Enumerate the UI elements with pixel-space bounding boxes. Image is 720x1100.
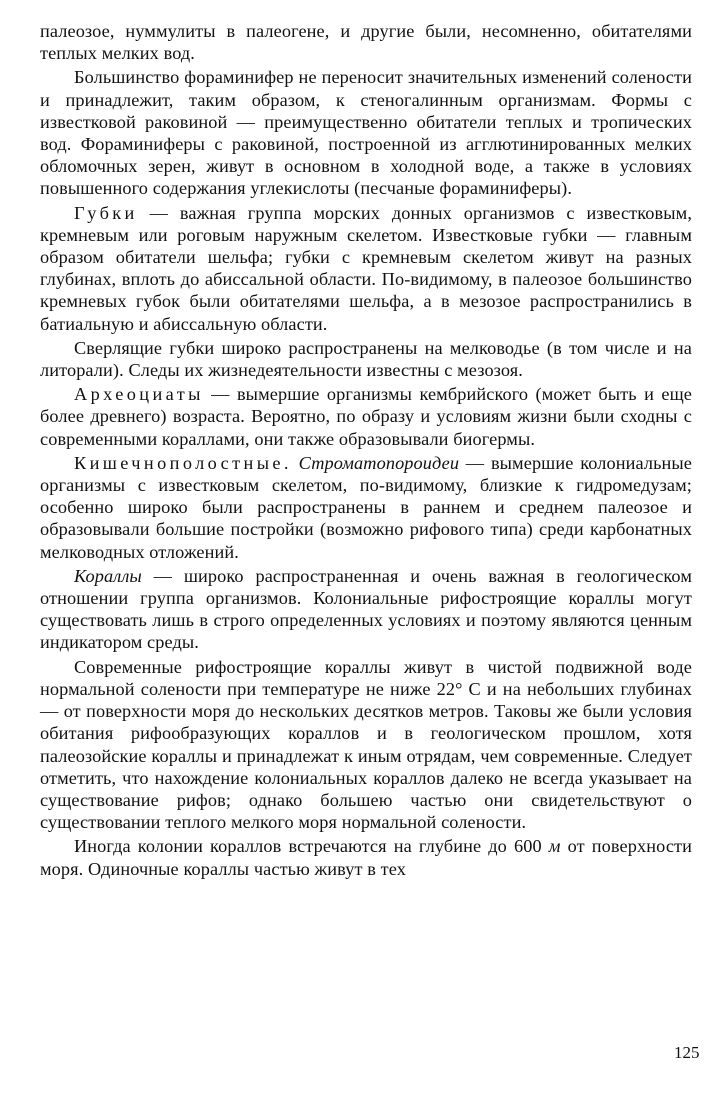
paragraph-text: — важная группа морских донных организмов с известковым, кремневым или роговым наружным скелетом. Известковые губки — главным образом обитатели шельфа; губки с кремневым скелетом живут на разных глубинах, вплоть до абиссальной области. По-видимому, в палеозое большинство кремневых губок были обитателями шельфа, а в мезозое распространились в батиальную и абиссальную области. <box>40 202 692 334</box>
paragraph-text: Сверлящие губки широко распространены на мелководье (в том числе и на литорали). Следы их жизнедеятельности известны с мезозоя. <box>40 337 692 381</box>
paragraph-text: Иногда колонии кораллов встречаются на глубине до 600 <box>74 836 549 857</box>
paragraph-boring-sponges <box>40 337 692 381</box>
body-text <box>40 20 692 882</box>
paragraph-text: Большинство фораминифер не переносит значительных изменений солености и принадлежит, таким образом, к стеногалинным организмам. Формы с известковой раковиной — преимущественно обитатели теплых и тропических вод. Фораминиферы с раковиной, построенной из агглютинированных мелких обломочных зерен, живут в основном в холодной воде, а также в условиях повышенного содержания углекислоты (песчаные фораминиферы). <box>40 67 692 199</box>
paragraph-text: Современные рифостроящие кораллы живут в чистой подвижной воде нормальной солености при температуре не ниже 22° С и на небольших глубинах — от поверхности моря до нескольких десятков метров. Таковы же были условия обитания рифообразующих кораллов и в геологическом прошлом, хотя палеозойские кораллы и принадлежат к иным отрядам, чем современные. Следует отметить, что нахождение колониальных кораллов далеко не всегда указывает на существование рифов; однако большею частью они свидетельствуют о существовании теплого мелкого моря нормальной солености. <box>40 656 692 833</box>
paragraph-sponges <box>40 202 692 335</box>
paragraph-corals <box>40 565 692 654</box>
paragraph-text: — широко распространенная и очень важная в геологическом отношении группа организмов. Колониальные рифостроящие кораллы могут существовать лишь в строго определенных условиях и поэтому являются ценным индикатором среды. <box>40 565 692 653</box>
term-archaeocyatha: Археоциаты <box>74 384 204 405</box>
term-sponges: Губки <box>74 202 138 223</box>
paragraph-archaeocyatha <box>40 383 692 450</box>
page-number: 125 <box>674 1043 700 1062</box>
term-stromatoporoids: Строматопороидеи <box>298 452 460 473</box>
paragraph-text: — вымершие организмы кембрийского (может быть и еще более древнего) возраста. Вероятно, по образу и условиям жизни были сходны с современными кораллами, они также образовывали биогермы. <box>40 384 692 449</box>
term-corals: Кораллы <box>74 565 142 586</box>
paragraph-text: палеозое, нуммулиты в палеогене, и другие были, несомненно, обитателями теплых мелких вод. <box>40 21 692 64</box>
paragraph-text: — вымершие колониальные организмы с известковым скелетом, по-видимому, близкие к гидромедузам; особенно широко были распространены в раннем и среднем палеозое и образовывали большие постройки (возможно рифового типа) среди карбонатных мелководных отложений. <box>40 452 692 562</box>
unit-meter: м <box>548 836 561 857</box>
paragraph-coral-depth <box>40 835 692 879</box>
paragraph-reef-corals <box>40 656 692 834</box>
paragraph-foraminifera-salinity <box>40 66 692 199</box>
paragraph-foraminifera-end <box>40 20 692 64</box>
term-coelenterates: Кишечнополостные. <box>74 452 292 473</box>
paragraph-coelenterates <box>40 452 692 563</box>
paragraph-text-tail: от поверхности моря. Одиночные кораллы частью живут в тех <box>40 836 693 879</box>
